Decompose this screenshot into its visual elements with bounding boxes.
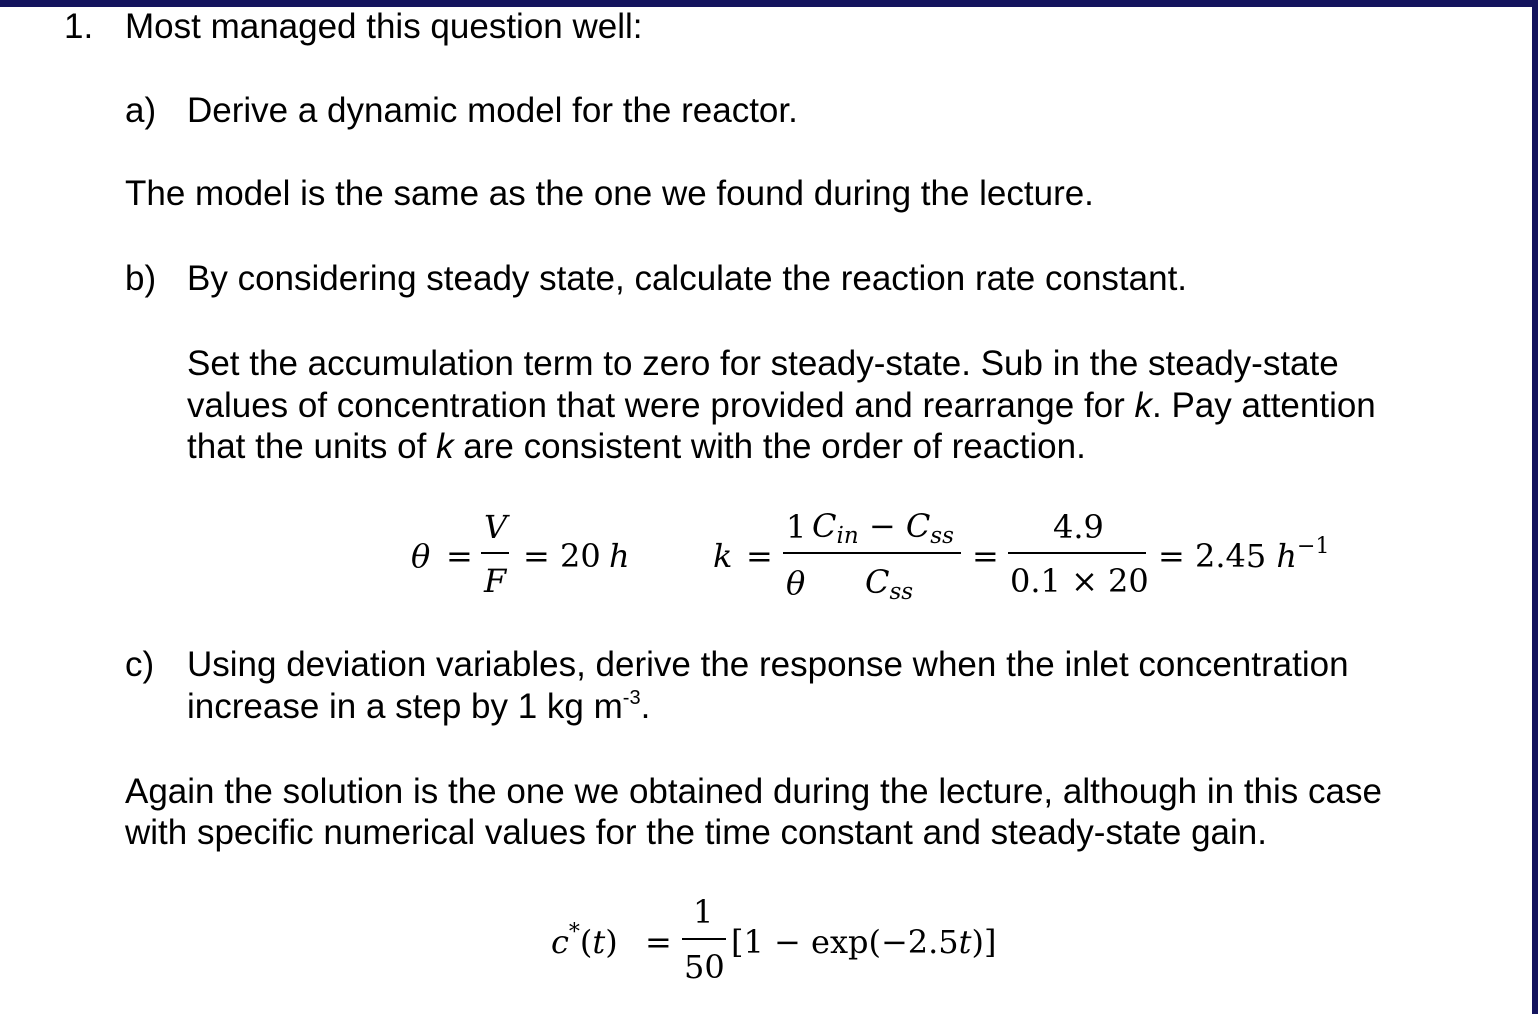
- eq3-arg-open: (: [579, 923, 593, 961]
- eq2-den2: [865, 563, 914, 605]
- eq1-unit: h: [609, 537, 630, 575]
- part-b-answer-line-1-text: Set the accumulation term to zero for steady-state. Sub in the steady-state: [187, 344, 1339, 383]
- eq3-bracket-expression: [731, 923, 997, 961]
- eq2-result-value: = 2.45: [1158, 537, 1267, 575]
- eq2-fraction-bar-1: [783, 552, 961, 554]
- eq2-equals-2: =: [972, 537, 999, 575]
- eq3-star: *: [568, 920, 580, 945]
- part-c-question-exp: -3: [622, 687, 641, 709]
- part-c-question-line-2: [187, 686, 650, 733]
- eq2-den3: 0.1 × 20: [1010, 562, 1149, 600]
- part-b-answer-line-2-text-b: . Pay attention: [1152, 386, 1376, 425]
- part-b-answer-line-2: [187, 385, 1376, 427]
- eq2-den1: θ: [786, 564, 806, 602]
- eq3-close: )]: [971, 923, 997, 961]
- eq1-denominator: F: [484, 562, 507, 600]
- part-b-answer-line-3: [187, 426, 1086, 468]
- part-a-label: a): [125, 91, 157, 130]
- eq1-equals: =: [446, 537, 473, 575]
- eq2-unit: h: [1276, 537, 1298, 575]
- eq2-fraction-bar-2: [1008, 552, 1146, 554]
- eq3-c: c: [551, 923, 569, 961]
- part-c-question-line-1: Using deviation variables, derive the response when the inlet concentration: [187, 645, 1349, 684]
- right-border-bar: [1532, 0, 1538, 1014]
- eq2-unit-exp: −1: [1297, 534, 1330, 559]
- part-b-answer-line-3-text-b: are consistent with the order of reaction.: [453, 427, 1086, 466]
- eq2-num1: 1: [786, 508, 807, 546]
- part-b-answer-line-1: [187, 343, 1339, 385]
- eq2-num3: 4.9: [1053, 508, 1104, 546]
- eq2-num2-in: in: [836, 523, 859, 549]
- eq3-arg-t: t: [592, 923, 606, 961]
- part-c-label: c): [125, 645, 155, 684]
- eq1-numerator: V: [484, 508, 508, 546]
- eq2-num2-minus: −: [868, 507, 896, 545]
- eq2-num2-c: C: [812, 507, 837, 545]
- eq2-den2-c: C: [865, 563, 890, 601]
- part-b-label: b): [125, 259, 157, 298]
- eq2-num2: [812, 507, 954, 549]
- eq1-result: = 20: [523, 537, 601, 575]
- part-a-question: Derive a dynamic model for the reactor.: [187, 91, 798, 130]
- eq3-t: t: [958, 923, 972, 961]
- eq2-den2-ss: ss: [889, 579, 914, 605]
- eq2-equals: =: [746, 537, 773, 575]
- eq3-rest: [1 − exp(−2.5: [731, 923, 959, 961]
- eq3-arg-close: ): [605, 923, 618, 961]
- eq2-num2-c2: C: [905, 507, 931, 545]
- eq3-denominator: 50: [684, 948, 725, 986]
- part-b-answer-line-3-k: k: [436, 427, 454, 466]
- part-a-answer: The model is the same as the one we found during the lecture.: [125, 174, 1094, 213]
- part-b-answer-line-2-k: k: [1134, 386, 1153, 425]
- eq3-lhs: [551, 920, 618, 961]
- intro-text: Most managed this question well:: [125, 7, 643, 46]
- item-number: 1.: [64, 7, 94, 46]
- part-c-question-line-2-text: increase in a step by 1 kg m: [187, 687, 623, 726]
- eq3-equals: =: [645, 923, 672, 961]
- eq2-num2-ss: ss: [930, 523, 954, 549]
- eq3-numerator: 1: [693, 893, 714, 931]
- part-b-question: By considering steady state, calculate the reaction rate constant.: [187, 259, 1188, 298]
- part-c-answer-line-1: Again the solution is the one we obtained during the lecture, although in this case: [125, 772, 1382, 811]
- part-b-answer-line-2-text-a: values of concentration that were provided and rearrange for: [187, 386, 1135, 425]
- eq3-fraction-bar: [682, 938, 726, 940]
- eq2-lhs: k: [713, 537, 733, 575]
- part-b-answer-line-3-text-a: that the units of: [187, 427, 437, 466]
- part-c-question-end: .: [640, 687, 651, 726]
- eq1-lhs: θ: [411, 537, 431, 575]
- eq1-fraction-bar: [481, 552, 509, 554]
- part-c-answer-line-2: with specific numerical values for the time constant and steady-state gain.: [125, 813, 1267, 852]
- eq2-result: [1158, 534, 1330, 575]
